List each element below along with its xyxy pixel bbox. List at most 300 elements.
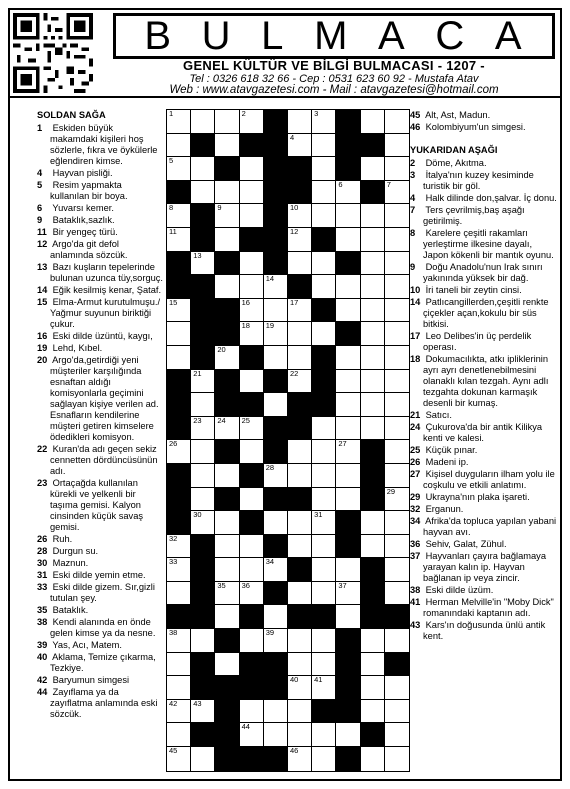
clue-text: Argo'da,getirdiği yeni müşteriler karşılığında esnaftan aldığı komisyonlarla geçimini sağlayan kişiye verilen ad. Esnafların kendilerine müşteri getiren kimselere ödedikleri komisyon.: [50, 355, 159, 442]
clue-item: [410, 285, 558, 296]
grid-cell[interactable]: [361, 110, 385, 134]
grid-cell[interactable]: [288, 110, 312, 134]
grid-cell[interactable]: [336, 440, 360, 464]
grid-cell[interactable]: [264, 629, 288, 653]
cell-number: 34: [265, 557, 275, 567]
grid-cell[interactable]: [264, 511, 288, 535]
grid-cell[interactable]: [361, 157, 385, 181]
grid-black-cell: [167, 181, 191, 205]
grid-cell[interactable]: [240, 440, 264, 464]
grid-cell[interactable]: [336, 464, 360, 488]
grid-cell[interactable]: [191, 393, 215, 417]
grid-cell[interactable]: [240, 488, 264, 512]
grid-cell[interactable]: [264, 393, 288, 417]
grid-cell[interactable]: [385, 322, 409, 346]
grid-cell[interactable]: [312, 134, 336, 158]
grid-cell[interactable]: [361, 252, 385, 276]
grid-cell[interactable]: [361, 535, 385, 559]
grid-cell[interactable]: [288, 511, 312, 535]
grid-cell[interactable]: [361, 747, 385, 771]
cell-number: 1: [169, 109, 174, 118]
clue-number: 33: [37, 582, 48, 592]
grid-cell[interactable]: [288, 228, 312, 252]
grid-cell[interactable]: [215, 582, 239, 606]
grid-cell[interactable]: [215, 110, 239, 134]
grid-cell[interactable]: [191, 181, 215, 205]
grid-cell[interactable]: [264, 464, 288, 488]
grid-cell[interactable]: [336, 204, 360, 228]
grid-cell[interactable]: [385, 110, 409, 134]
grid-cell[interactable]: [240, 181, 264, 205]
grid-black-cell: [240, 747, 264, 771]
grid-cell[interactable]: [191, 488, 215, 512]
clue-text: Yas, Acı, Matem.: [52, 640, 122, 650]
grid-cell[interactable]: [385, 134, 409, 158]
grid-cell[interactable]: [312, 723, 336, 747]
grid-black-cell: [264, 582, 288, 606]
grid-black-cell: [191, 653, 215, 677]
grid-black-cell: [167, 417, 191, 441]
grid-black-cell: [361, 181, 385, 205]
cell-number: 42: [169, 698, 178, 708]
cell-number: 2: [241, 109, 246, 118]
grid-cell[interactable]: [361, 275, 385, 299]
clue-text: Yuvarsı kemer.: [52, 203, 114, 213]
puzzle-title: [113, 13, 555, 59]
grid-black-cell: [312, 299, 336, 323]
grid-cell[interactable]: [240, 558, 264, 582]
clue-number: 39: [37, 640, 48, 650]
grid-cell[interactable]: [336, 558, 360, 582]
grid-cell[interactable]: [191, 252, 215, 276]
grid-cell[interactable]: [167, 204, 191, 228]
grid-cell[interactable]: [312, 110, 336, 134]
grid-cell[interactable]: [312, 252, 336, 276]
grid-cell[interactable]: [288, 204, 312, 228]
grid-black-cell: [264, 417, 288, 441]
clue-item: [37, 203, 163, 214]
grid-cell[interactable]: [215, 605, 239, 629]
grid-cell[interactable]: [191, 110, 215, 134]
grid-black-cell: [336, 629, 360, 653]
grid-cell[interactable]: [215, 653, 239, 677]
grid-cell[interactable]: [361, 204, 385, 228]
grid-cell[interactable]: [191, 629, 215, 653]
clue-item: [410, 516, 558, 538]
grid-cell[interactable]: [240, 417, 264, 441]
grid-black-cell: [336, 535, 360, 559]
grid-cell[interactable]: [215, 275, 239, 299]
grid-cell[interactable]: [288, 653, 312, 677]
grid-cell[interactable]: [191, 417, 215, 441]
grid-black-cell: [361, 605, 385, 629]
clue-item: [37, 262, 163, 284]
grid-cell[interactable]: [385, 700, 409, 724]
grid-cell[interactable]: [361, 228, 385, 252]
clue-item: [410, 158, 558, 169]
clue-text: Hayvanları çayıra bağlamaya yarayan kalın ip. Hayvan bağlanan ip veya zincir.: [423, 551, 546, 583]
clue-item: [410, 354, 558, 409]
clue-item: [410, 585, 558, 596]
grid-cell[interactable]: [240, 582, 264, 606]
grid-cell[interactable]: [361, 629, 385, 653]
clue-number: 21: [410, 410, 421, 420]
grid-cell[interactable]: [312, 535, 336, 559]
clue-number: 40: [37, 652, 48, 662]
cell-number: 41: [314, 675, 323, 685]
across-clues-column: [37, 110, 163, 721]
grid-cell[interactable]: [191, 464, 215, 488]
clue-item: [410, 422, 558, 444]
grid-cell[interactable]: [385, 157, 409, 181]
grid-cell[interactable]: [288, 676, 312, 700]
grid-cell[interactable]: [264, 275, 288, 299]
grid-cell[interactable]: [191, 440, 215, 464]
grid-cell[interactable]: [336, 346, 360, 370]
grid-cell[interactable]: [312, 275, 336, 299]
grid-cell[interactable]: [215, 134, 239, 158]
grid-cell[interactable]: [167, 558, 191, 582]
grid-cell[interactable]: [361, 370, 385, 394]
clue-number: 24: [410, 422, 421, 432]
grid-black-cell: [240, 653, 264, 677]
grid-cell[interactable]: [361, 393, 385, 417]
grid-cell[interactable]: [167, 228, 191, 252]
grid-cell[interactable]: [385, 747, 409, 771]
grid-black-cell: [215, 723, 239, 747]
clue-number: 6: [37, 203, 43, 213]
clue-item: [410, 551, 558, 584]
cell-number: 17: [289, 297, 299, 307]
grid-cell[interactable]: [312, 322, 336, 346]
grid-cell[interactable]: [288, 747, 312, 771]
cell-number: 44: [241, 722, 250, 732]
cell-number: 14: [265, 274, 275, 284]
grid-cell[interactable]: [240, 110, 264, 134]
grid-cell[interactable]: [336, 181, 360, 205]
grid-cell[interactable]: [385, 535, 409, 559]
clue-number: 32: [410, 504, 421, 514]
title-letter: C: [435, 14, 467, 58]
grid-cell[interactable]: [385, 558, 409, 582]
clue-item: [410, 262, 558, 284]
grid-cell[interactable]: [240, 322, 264, 346]
grid-cell[interactable]: [215, 511, 239, 535]
clue-text: Durgun su.: [52, 546, 99, 556]
grid-cell[interactable]: [167, 723, 191, 747]
grid-cell[interactable]: [264, 299, 288, 323]
clue-text: Afrika'da topluca yapılan yabani hayvan avı.: [423, 516, 557, 537]
grid-cell[interactable]: [264, 723, 288, 747]
web-line: Web : www.atavgazetesi.com - Mail : atavgazetesi@hotmail.com: [169, 84, 499, 96]
clue-number: 42: [37, 675, 48, 685]
grid-cell[interactable]: [167, 582, 191, 606]
grid-cell[interactable]: [336, 228, 360, 252]
grid-black-cell: [336, 252, 360, 276]
grid-black-cell: [191, 582, 215, 606]
clue-text: Ortaçağda kullanılan kürekli ve yelkenli bir taşıma gemisi. Kalyon cinsinden küçük savaş gemisi.: [50, 478, 144, 532]
grid-cell[interactable]: [385, 204, 409, 228]
grid-black-cell: [312, 228, 336, 252]
grid-cell[interactable]: [288, 629, 312, 653]
grid-cell[interactable]: [361, 299, 385, 323]
grid-cell[interactable]: [312, 558, 336, 582]
grid-cell[interactable]: [288, 370, 312, 394]
grid-black-cell: [240, 605, 264, 629]
grid-cell[interactable]: [191, 747, 215, 771]
grid-cell[interactable]: [336, 370, 360, 394]
grid-black-cell: [167, 488, 191, 512]
clue-number: 37: [410, 551, 421, 561]
clue-number: 8: [410, 228, 416, 238]
grid-cell[interactable]: [167, 653, 191, 677]
grid-cell[interactable]: [312, 181, 336, 205]
grid-cell[interactable]: [385, 488, 409, 512]
clue-text: Leo Delibes'in üç perdelik operası.: [423, 331, 532, 352]
cell-number: 15: [169, 297, 178, 307]
grid-cell[interactable]: [264, 322, 288, 346]
clue-item: [410, 193, 558, 204]
grid-cell[interactable]: [215, 346, 239, 370]
grid-cell[interactable]: [385, 440, 409, 464]
grid-black-cell: [191, 204, 215, 228]
clue-text: Ukrayna'nın plaka işareti.: [425, 492, 530, 502]
grid-cell[interactable]: [191, 157, 215, 181]
grid-cell[interactable]: [385, 346, 409, 370]
grid-cell[interactable]: [288, 535, 312, 559]
grid-cell[interactable]: [361, 700, 385, 724]
clue-number: 18: [410, 354, 421, 364]
clue-text: Madeni ip.: [425, 457, 469, 467]
grid-cell[interactable]: [167, 157, 191, 181]
grid-black-cell: [361, 440, 385, 464]
grid-black-cell: [336, 134, 360, 158]
grid-cell[interactable]: [385, 582, 409, 606]
cell-number: 23: [193, 415, 202, 425]
across-heading: SOLDAN SAĞA: [37, 110, 106, 120]
clue-item: [410, 228, 558, 261]
grid-black-cell: [336, 322, 360, 346]
clue-text: Bazı kuşların tepelerinde bulunan uzunca tüy,sorguç.: [50, 262, 164, 283]
grid-black-cell: [264, 252, 288, 276]
grid-cell[interactable]: [336, 275, 360, 299]
grid-cell[interactable]: [215, 464, 239, 488]
grid-cell[interactable]: [288, 700, 312, 724]
grid-cell[interactable]: [361, 511, 385, 535]
grid-cell[interactable]: [167, 299, 191, 323]
grid-cell[interactable]: [288, 299, 312, 323]
grid-cell[interactable]: [240, 204, 264, 228]
grid-cell[interactable]: [385, 370, 409, 394]
grid-black-cell: [191, 535, 215, 559]
clue-item: [37, 444, 163, 477]
grid-black-cell: [264, 370, 288, 394]
grid-cell[interactable]: [288, 464, 312, 488]
grid-black-cell: [288, 605, 312, 629]
grid-cell[interactable]: [167, 322, 191, 346]
grid-cell[interactable]: [240, 299, 264, 323]
grid-cell[interactable]: [240, 723, 264, 747]
grid-cell[interactable]: [385, 511, 409, 535]
clue-text: Halk dilinde don,şalvar. İç donu.: [425, 193, 557, 203]
grid-cell[interactable]: [336, 723, 360, 747]
grid-cell[interactable]: [385, 629, 409, 653]
grid-cell[interactable]: [385, 723, 409, 747]
cell-number: 16: [241, 297, 250, 307]
grid-cell[interactable]: [385, 252, 409, 276]
title-letter: M: [314, 14, 350, 58]
grid-cell[interactable]: [361, 676, 385, 700]
grid-cell[interactable]: [385, 417, 409, 441]
grid-cell[interactable]: [361, 653, 385, 677]
grid-cell[interactable]: [240, 252, 264, 276]
clue-item: [410, 539, 558, 550]
grid-black-cell: [191, 322, 215, 346]
clue-number: 38: [410, 585, 421, 595]
grid-cell[interactable]: [167, 676, 191, 700]
grid-cell[interactable]: [240, 275, 264, 299]
clue-number: 12: [37, 239, 48, 249]
grid-cell[interactable]: [312, 204, 336, 228]
grid-cell[interactable]: [264, 605, 288, 629]
grid-cell[interactable]: [240, 157, 264, 181]
across-clue-list-continued: [410, 110, 558, 133]
grid-cell[interactable]: [361, 417, 385, 441]
grid-cell[interactable]: [336, 582, 360, 606]
grid-cell[interactable]: [385, 228, 409, 252]
grid-cell[interactable]: [336, 605, 360, 629]
grid-cell[interactable]: [312, 582, 336, 606]
clue-number: 2: [410, 158, 416, 168]
grid-cell[interactable]: [264, 700, 288, 724]
grid-cell[interactable]: [264, 346, 288, 370]
grid-cell[interactable]: [240, 700, 264, 724]
grid-black-cell: [240, 228, 264, 252]
clue-text: Zayıflama ya da zayıflatma anlamında eski sözcük.: [50, 687, 158, 719]
grid-cell[interactable]: [167, 440, 191, 464]
grid-cell[interactable]: [385, 676, 409, 700]
grid-cell[interactable]: [336, 393, 360, 417]
grid-cell[interactable]: [167, 629, 191, 653]
clue-item: [410, 170, 558, 192]
grid-cell[interactable]: [312, 488, 336, 512]
grid-cell[interactable]: [288, 346, 312, 370]
header-divider: [10, 96, 560, 98]
grid-cell[interactable]: [312, 629, 336, 653]
clue-item: [410, 504, 558, 515]
grid-cell[interactable]: [240, 370, 264, 394]
grid-cell[interactable]: [385, 299, 409, 323]
cell-number: 7: [386, 179, 391, 189]
grid-cell[interactable]: [288, 322, 312, 346]
clue-item: [410, 122, 558, 133]
grid-cell[interactable]: [215, 417, 239, 441]
clue-text: Eski dilde üzüm.: [425, 585, 494, 595]
grid-cell[interactable]: [312, 440, 336, 464]
grid-cell[interactable]: [191, 700, 215, 724]
grid-cell[interactable]: [167, 110, 191, 134]
grid-black-cell: [191, 134, 215, 158]
grid-cell[interactable]: [336, 488, 360, 512]
clue-number: 29: [410, 492, 421, 502]
grid-cell[interactable]: [167, 535, 191, 559]
grid-black-cell: [215, 322, 239, 346]
grid-black-cell: [288, 275, 312, 299]
grid-cell[interactable]: [264, 558, 288, 582]
clue-text: Herman Melville'in "Moby Dick" romanındaki kaptanın adı.: [423, 597, 554, 618]
clue-item: [37, 558, 163, 569]
grid-cell[interactable]: [215, 535, 239, 559]
grid-black-cell: [336, 676, 360, 700]
cell-number: 37: [338, 580, 347, 590]
grid-cell[interactable]: [385, 393, 409, 417]
grid-cell[interactable]: [215, 181, 239, 205]
grid-cell[interactable]: [240, 535, 264, 559]
clue-number: 34: [410, 516, 421, 526]
clue-item: [410, 457, 558, 468]
cell-number: 4: [289, 132, 295, 142]
grid-cell[interactable]: [361, 346, 385, 370]
clue-text: Kendi alanında en önde gelen kimse ya da nesne.: [50, 617, 156, 638]
grid-black-cell: [336, 110, 360, 134]
grid-cell[interactable]: [312, 653, 336, 677]
grid-cell[interactable]: [288, 134, 312, 158]
grid-cell[interactable]: [167, 700, 191, 724]
grid-cell[interactable]: [385, 275, 409, 299]
clue-number: 27: [410, 469, 421, 479]
clue-item: [410, 469, 558, 491]
grid-cell[interactable]: [385, 181, 409, 205]
grid-black-cell: [167, 464, 191, 488]
grid-cell[interactable]: [167, 134, 191, 158]
grid-cell[interactable]: [312, 464, 336, 488]
grid-cell[interactable]: [361, 322, 385, 346]
grid-cell[interactable]: [288, 440, 312, 464]
grid-cell[interactable]: [167, 747, 191, 771]
grid-cell[interactable]: [240, 629, 264, 653]
cell-number: 32: [169, 533, 178, 543]
clue-text: Eski dilde üzüntü, kaygı,: [52, 331, 153, 341]
grid-black-cell: [361, 582, 385, 606]
grid-cell[interactable]: [312, 676, 336, 700]
grid-cell[interactable]: [215, 228, 239, 252]
grid-black-cell: [288, 181, 312, 205]
grid-cell[interactable]: [312, 417, 336, 441]
grid-black-cell: [264, 747, 288, 771]
clue-item: [37, 239, 163, 261]
grid-cell[interactable]: [191, 511, 215, 535]
grid-cell[interactable]: [288, 252, 312, 276]
grid-cell[interactable]: [288, 582, 312, 606]
grid-cell[interactable]: [312, 157, 336, 181]
grid-cell[interactable]: [336, 299, 360, 323]
grid-black-cell: [288, 558, 312, 582]
grid-cell[interactable]: [312, 747, 336, 771]
clue-text: Patlıcangillerden,çeşitli renkte çiçekler açan,kokulu bir süs bitkisi.: [423, 297, 549, 329]
grid-cell[interactable]: [336, 417, 360, 441]
clue-text: Doğu Anadolu'nun Irak sınırı yakınında yüksek bir dağ.: [423, 262, 543, 283]
cell-number: 5: [169, 156, 174, 166]
clue-item: [37, 675, 163, 686]
grid-cell[interactable]: [288, 723, 312, 747]
grid-cell[interactable]: [215, 558, 239, 582]
grid-cell[interactable]: [215, 204, 239, 228]
grid-cell[interactable]: [312, 511, 336, 535]
grid-cell[interactable]: [167, 346, 191, 370]
grid-cell[interactable]: [191, 370, 215, 394]
grid-cell[interactable]: [385, 464, 409, 488]
cell-number: 21: [193, 368, 202, 378]
